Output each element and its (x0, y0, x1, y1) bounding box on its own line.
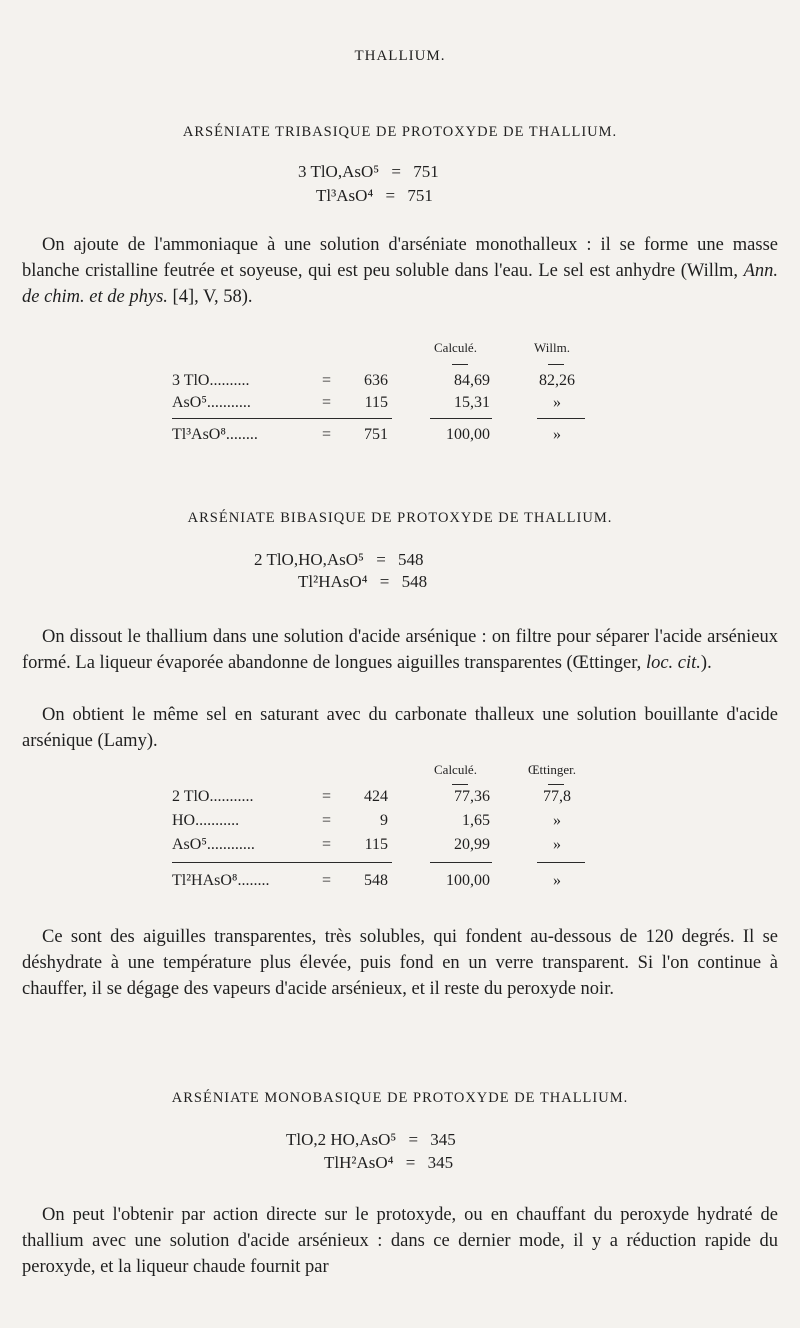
formula-line: Tl³AsO⁴ = 751 (316, 186, 433, 205)
section-title-monobasique: ARSÉNIATE MONOBASIQUE DE PROTOXYDE DE THALLIUM. (171, 1090, 629, 1106)
running-head: THALLIUM. (354, 48, 446, 64)
formula-line: 2 TlO,HO,AsO⁵ = 548 (254, 550, 424, 569)
paragraph: On dissout le thallium dans une solution d'acide arsénique : on filtre pour séparer l'acide arsénieux formé. La liqueur évaporée abandonne de longues aiguilles transparentes (Œttinger, loc. cit.). (22, 627, 778, 673)
table-row: 3 TlO.......... = 636 84,69 82,26 (172, 372, 575, 389)
formula-line: TlH²AsO⁴ = 345 (324, 1153, 454, 1172)
section-title-tribasique: ARSÉNIATE TRIBASIQUE DE PROTOXYDE DE THALLIUM. (182, 124, 618, 140)
paragraph: On ajoute de l'ammoniaque à une solution d'arséniate monothalleux : il se forme une masse blanche cristalline feutrée et soyeuse, qui est peu soluble dans l'eau. Le sel est anhydre (Willm, Ann. de chim. et de phys. [4], V, 58). (22, 235, 778, 307)
paragraph: On obtient le même sel en saturant avec du carbonate thalleux une solution bouillante d'acide arsénique (Lamy). (22, 705, 778, 751)
composition-table (172, 762, 592, 902)
composition-table (172, 340, 592, 460)
column-header-observed: Œttinger. (528, 762, 577, 777)
table-total-row: Tl³AsO⁸........ = 751 100,00 » (172, 426, 561, 443)
formula-line: Tl²HAsO⁴ = 548 (298, 572, 428, 591)
paragraph: On peut l'obtenir par action directe sur le protoxyde, ou en chauffant du peroxyde hydraté de thallium avec une solution d'acide arsénieux : dans ce dernier mode, il y a réduction rapide du peroxyde, et la liqueur chaude fournit par (22, 1205, 778, 1277)
table-row: 2 TlO........... = 424 77,36 77,8 (172, 788, 571, 805)
paragraph: Ce sont des aiguilles transparentes, très solubles, qui fondent au-dessous de 120 degrés. Il se déshydrate à une température plus élevée, puis fond en un verre transparent. Si l'on continue à chauffer, il se dégage des vapeurs d'acide arsénieux, et il reste du peroxyde noir. (22, 927, 778, 999)
column-header-calcule: Calculé. (434, 340, 477, 355)
formula-line: 3 TlO,AsO⁵ = 751 (298, 162, 439, 181)
column-header-observed: Willm. (534, 340, 570, 355)
section-title-bibasique: ARSÉNIATE BIBASIQUE DE PROTOXYDE DE THALLIUM. (187, 510, 613, 526)
table-row: AsO⁵............ = 115 20,99 » (172, 836, 561, 853)
table-row: HO........... = 9 1,65 » (172, 812, 561, 829)
formula-line: TlO,2 HO,AsO⁵ = 345 (286, 1130, 456, 1149)
column-header-calcule: Calculé. (434, 762, 477, 777)
table-total-row: Tl²HAsO⁸........ = 548 100,00 » (172, 872, 561, 889)
table-row: AsO⁵........... = 115 15,31 » (172, 394, 561, 411)
